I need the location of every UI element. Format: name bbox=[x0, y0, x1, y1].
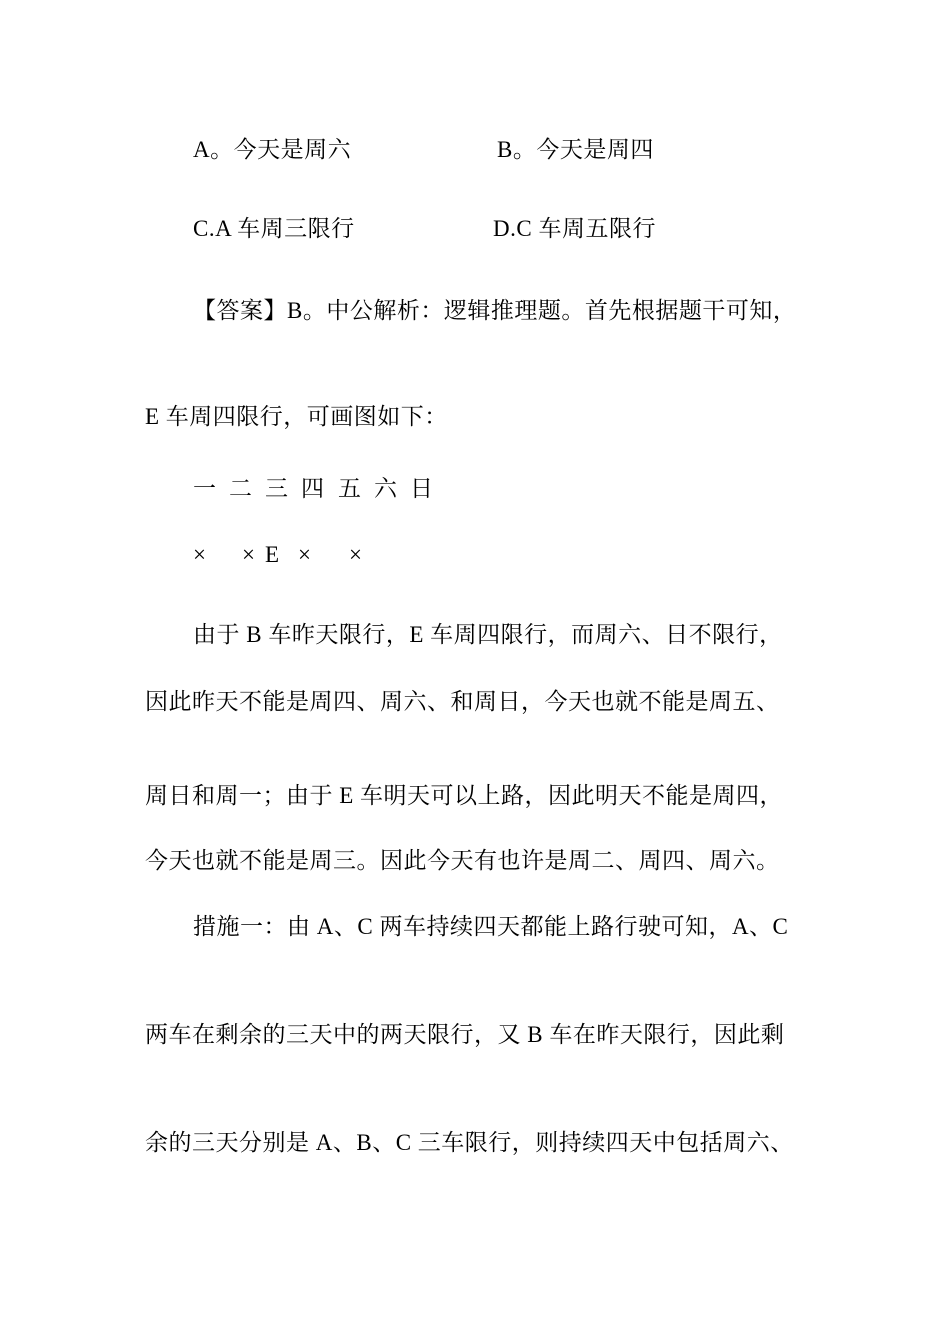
week-mark-mon: × bbox=[193, 542, 206, 567]
week-day-mon: 一 bbox=[193, 476, 216, 501]
paragraph-1-line-4: 今天也就不能是周三。因此今天有也许是周二、周四、周六。 bbox=[145, 848, 780, 873]
week-mark-wed: × bbox=[242, 542, 255, 567]
week-day-wed: 三 bbox=[265, 476, 288, 501]
week-mark-sat: × bbox=[349, 542, 362, 567]
week-mark-thu-e: E bbox=[265, 542, 280, 567]
paragraph-1-line-1: 由于 B 车昨天限行，E 车周四限行，而周六、日不限行， bbox=[193, 622, 783, 647]
paragraph-2-line-2: 两车在剩余的三天中的两天限行，又 B 车在昨天限行，因此剩 bbox=[145, 1022, 785, 1047]
option-b: B。今天是周四 bbox=[497, 137, 654, 162]
paragraph-1-line-3: 周日和周一；由于 E 车明天可以上路，因此明天不能是周四， bbox=[145, 783, 784, 808]
week-day-sun: 日 bbox=[410, 476, 433, 501]
paragraph-2-line-1: 措施一：由 A、C 两车持续四天都能上路行驶可知，A、C bbox=[193, 914, 789, 939]
option-c: C.A 车周三限行 bbox=[193, 216, 355, 241]
week-day-sat: 六 bbox=[374, 476, 397, 501]
paragraph-2-line-3: 余的三天分别是 A、B、C 三车限行，则持续四天中包括周六、 bbox=[145, 1130, 794, 1155]
week-day-tue: 二 bbox=[229, 476, 252, 501]
answer-intro: 【答案】B。中公解析：逻辑推理题。首先根据题干可知， bbox=[193, 298, 797, 323]
week-day-thu: 四 bbox=[301, 476, 324, 501]
week-mark-fri: × bbox=[298, 542, 311, 567]
paragraph-1-line-2: 因此昨天不能是周四、周六、和周日，今天也就不能是周五、 bbox=[145, 689, 780, 714]
option-d: D.C 车周五限行 bbox=[493, 216, 656, 241]
week-day-fri: 五 bbox=[338, 476, 361, 501]
option-a: A。今天是周六 bbox=[193, 137, 352, 162]
answer-intro-continued: E 车周四限行，可画图如下： bbox=[145, 404, 448, 429]
